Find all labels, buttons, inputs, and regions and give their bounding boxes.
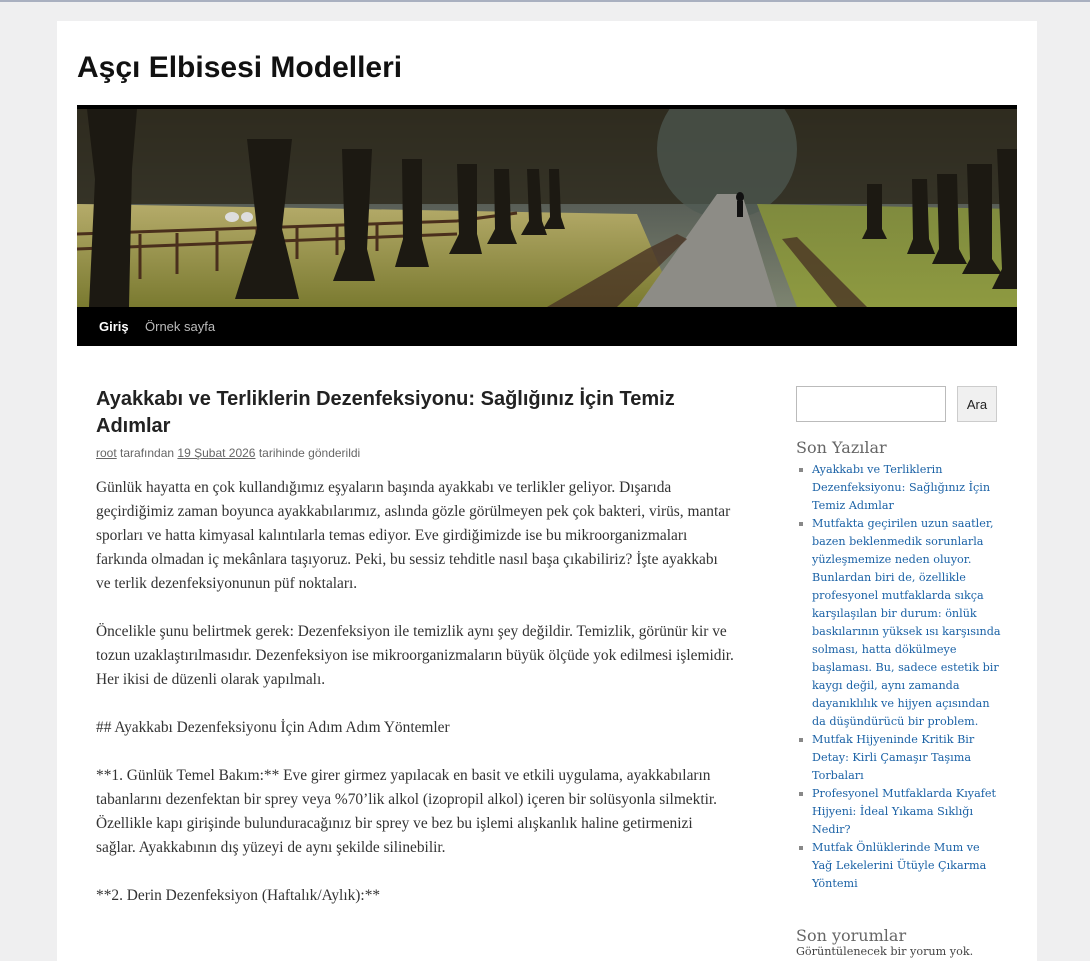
recent-post-item bbox=[812, 515, 1001, 731]
recent-post-link[interactable]: Ayakkabı ve Terliklerin Dezenfeksiyonu: Sağlığınız İçin Temiz Adımlar bbox=[812, 463, 991, 512]
post-meta bbox=[96, 446, 736, 460]
recent-post-item bbox=[812, 461, 1001, 515]
main-navigation bbox=[77, 307, 1017, 346]
recent-post-link[interactable]: Profesyonel Mutfaklarda Kıyafet Hijyeni: İdeal Yıkama Sıklığı Nedir? bbox=[812, 787, 997, 836]
recent-post-link[interactable]: Mutfakta geçirilen uzun saatler, bazen beklenmedik sorunlarla yüzleşmemize neden oluyor. Bunlardan biri de, özellikle profesyonel mutfaklarda sıkça karşılaşılan bir durum: önlük baskılarının yüksek ısı karşısında solması, hatta dökülmeye başlaması. Bu, sadece estetik bir kaygı değil, aynı zamanda dayanıklılık ve hijyen açısından da düşündürücü bir problem. bbox=[812, 517, 1001, 728]
nav-item-sample-page[interactable]: Örnek sayfa bbox=[145, 319, 216, 334]
post-meta-by-text: tarafından bbox=[116, 446, 178, 460]
post-meta-posted-text: tarihinde gönderildi bbox=[255, 446, 361, 460]
header-photo-icon bbox=[77, 109, 1017, 307]
nav-item-home[interactable]: Giriş bbox=[99, 319, 129, 334]
post-paragraph: **2. Derin Dezenfeksiyon (Haftalık/Aylık):** bbox=[96, 887, 381, 904]
header-image[interactable] bbox=[77, 105, 1017, 311]
no-comments-text: Görüntülenecek bir yorum yok. bbox=[796, 945, 974, 958]
site-title[interactable]: Aşçı Elbisesi Modelleri bbox=[77, 51, 403, 84]
search-button[interactable]: Ara bbox=[957, 386, 997, 422]
recent-post-item bbox=[812, 785, 1001, 839]
recent-post-link[interactable]: Mutfak Hijyeninde Kritik Bir Detay: Kirli Çamaşır Taşıma Torbaları bbox=[812, 733, 975, 782]
recent-posts-list bbox=[796, 461, 1001, 893]
post-title[interactable]: Ayakkabı ve Terliklerin Dezenfeksiyonu: Sağlığınız İçin Temiz Adımlar bbox=[96, 388, 675, 437]
post-author-link[interactable]: root bbox=[96, 446, 117, 460]
post-paragraph: **1. Günlük Temel Bakım:** Eve girer girmez yapılacak en basit ve etkili uygulama, ayakkabıların tabanlarını dezenfektan bir sprey veya %70’lik alkol (izopropil alkol) içeren bir solüsyonla silmektir. Özellikle kapı girişinde bulunduracağınız bir sprey ve bez bu işlemi alışkanlık haline getirmenizi sağlar. Ayakkabının dış yüzeyi de aynı şekilde silinebilir. bbox=[96, 767, 717, 856]
recent-comments-widget bbox=[796, 926, 1001, 959]
recent-post-item bbox=[812, 839, 1001, 893]
main-content bbox=[96, 386, 736, 932]
recent-posts-widget bbox=[796, 438, 1001, 893]
page-container bbox=[57, 21, 1037, 961]
post-paragraph: Günlük hayatta en çok kullandığımız eşyaların başında ayakkabı ve terlikler geliyor. Dışarıda geçirdiğimiz zaman boyunca ayakkabılarımız, aslında gözle görülmeyen pek çok bakteri, virüs, mantar sporları ve hatta kimyasal kalıntılarla temas ediyor. Eve girdiğimizde ise bu mikroorganizmaları farkında olmadan iç mekânlara taşıyoruz. Peki, bu sessiz tehditle nasıl başa çıkabiliriz? İşte ayakkabı ve terlik dezenfeksiyonunun püf noktaları. bbox=[96, 479, 731, 592]
post-paragraph: ## Ayakkabı Dezenfeksiyonu İçin Adım Adım Yöntemler bbox=[96, 719, 450, 736]
recent-posts-title: Son Yazılar bbox=[796, 438, 887, 457]
search-input[interactable] bbox=[796, 386, 946, 422]
post-content bbox=[96, 476, 736, 908]
recent-post-link[interactable]: Mutfak Önlüklerinde Mum ve Yağ Lekelerini Ütüyle Çıkarma Yöntemi bbox=[812, 841, 987, 890]
post-date-link[interactable]: 19 Şubat 2026 bbox=[177, 446, 256, 460]
recent-comments-title: Son yorumlar bbox=[796, 926, 907, 945]
post-paragraph: Öncelikle şunu belirtmek gerek: Dezenfeksiyon ile temizlik aynı şey değildir. Temizlik, görünür kir ve tozun uzaklaştırılmasıdır. Dezenfeksiyon ise mikroorganizmaların büyük ölçüde yok edilmesi işlemidir. Her ikisi de düzenli olarak yapılmalı. bbox=[96, 623, 734, 688]
recent-post-item bbox=[812, 731, 1001, 785]
